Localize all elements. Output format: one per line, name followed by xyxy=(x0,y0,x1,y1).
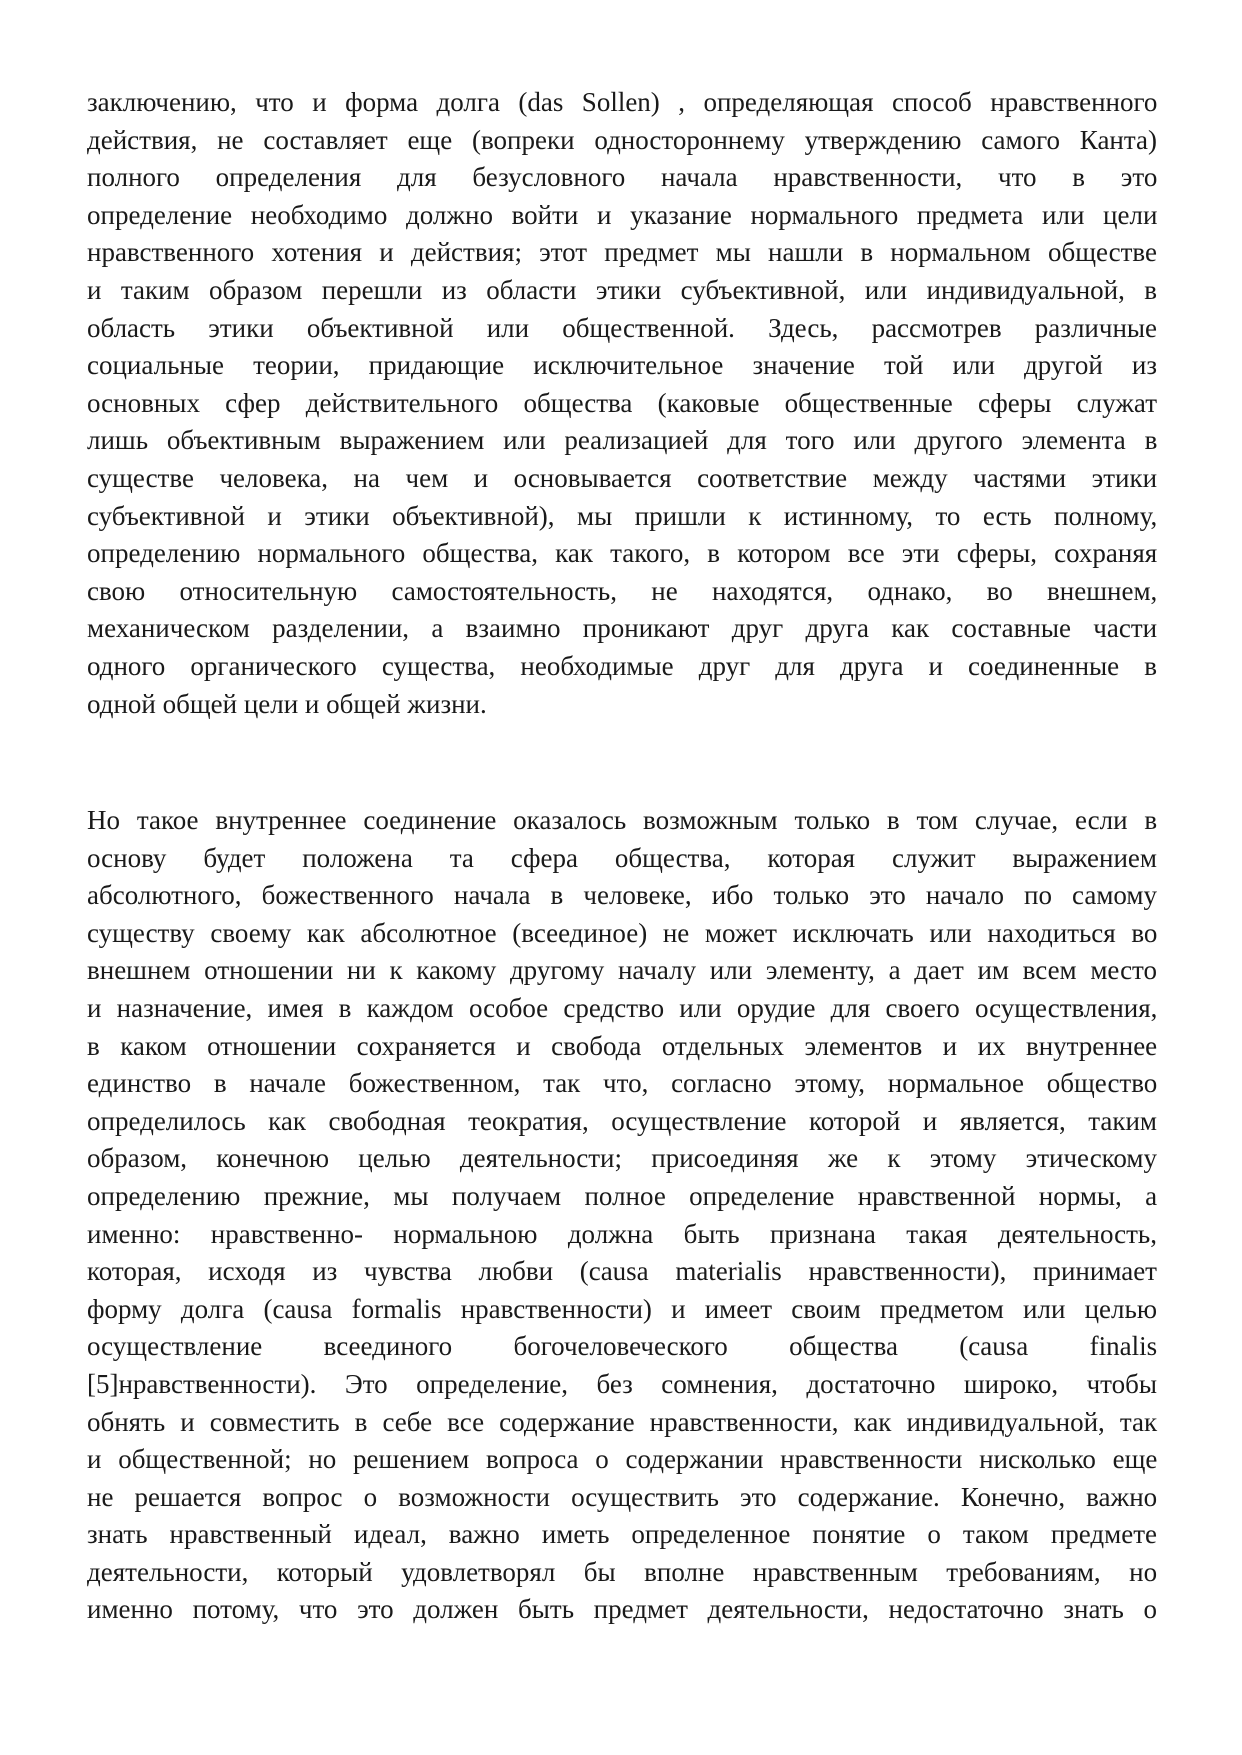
paragraph-line: нравственного хотения и действия; этот предмет мы нашли в нормальном обществе xyxy=(87,237,1157,268)
paragraph-line: одной общей цели и общей жизни. xyxy=(87,688,487,719)
paragraph-line: социальные теории, придающие исключительное значение той или другой из xyxy=(87,350,1158,381)
paragraph-line: внешнем отношении ни к какому другому началу или элементу, а дает им всем место xyxy=(87,955,1157,986)
paragraph-line: обнять и совместить в себе все содержание нравственности, как индивидуальной, так xyxy=(87,1406,1158,1437)
paragraph-line: и общественной; но решением вопроса о содержании нравственности нисколько еще xyxy=(87,1444,1158,1475)
paragraph-line: определению нормального общества, как такого, в котором все эти сферы, сохраняя xyxy=(87,538,1158,569)
paragraph-line: [5]нравственности). Это определение, без сомнения, достаточно широко, чтобы xyxy=(87,1368,1157,1399)
paragraph-line: именно потому, что это должен быть предмет деятельности, недостаточно знать о xyxy=(87,1594,1157,1625)
paragraph-line: и назначение, имея в каждом особое средство или орудие для своего осуществления, xyxy=(87,992,1158,1023)
paragraph-line: деятельности, который удовлетворял бы вполне нравственным требованиям, но xyxy=(87,1556,1158,1587)
paragraph-line: в каком отношении сохраняется и свобода отдельных элементов и их внутреннее xyxy=(87,1030,1158,1061)
paragraph-line: определению прежние, мы получаем полное определение нравственной нормы, а xyxy=(87,1180,1158,1211)
paragraph-line: и таким образом перешли из области этики субъективной, или индивидуальной, в xyxy=(87,274,1157,305)
paragraph-line: существе человека, на чем и основывается соответствие между частями этики xyxy=(87,462,1158,493)
paragraph-line: единство в начале божественном, так что, согласно этому, нормальное общество xyxy=(87,1068,1158,1099)
paragraph-line: которая, исходя из чувства любви (causa materialis нравственности), принимает xyxy=(87,1256,1157,1287)
paragraph-line: осуществление всеединого богочеловеческого общества (causa finalis xyxy=(87,1331,1158,1362)
paragraph-line: Но такое внутреннее соединение оказалось возможным только в том случае, если в xyxy=(87,805,1158,835)
paragraph-line: основу будет положена та сфера общества, которая служит выражением xyxy=(87,842,1157,873)
paragraph-line: область этики объективной или общественной. Здесь, рассмотрев различные xyxy=(87,312,1158,343)
paragraph-1 xyxy=(87,84,1157,723)
paragraph-line: знать нравственный идеал, важно иметь определенное понятие о таком предмете xyxy=(87,1519,1157,1550)
paragraph-2 xyxy=(87,802,1157,1629)
paragraph-line: одного органического существа, необходимые друг для друга и соединенные в xyxy=(87,650,1157,681)
paragraph-line: лишь объективным выражением или реализацией для того или другого элемента в xyxy=(87,425,1158,456)
paragraph-line: именно: нравственно- нормальною должна быть признана такая деятельность, xyxy=(87,1218,1157,1249)
paragraph-line: определилось как свободная теократия, осуществление которой и является, таким xyxy=(87,1105,1157,1136)
paragraph-line: механическом разделении, а взаимно проникают друг друга как составные части xyxy=(87,613,1158,644)
paragraph-line: полного определения для безусловного начала нравственности, что в это xyxy=(87,162,1158,193)
paragraph-line: свою относительную самостоятельность, не находятся, однако, во внешнем, xyxy=(87,575,1158,606)
paragraph-line: действия, не составляет еще (вопреки одностороннему утверждению самого Канта) xyxy=(87,124,1157,155)
paragraph-line: не решается вопрос о возможности осуществить это содержание. Конечно, важно xyxy=(87,1481,1158,1512)
paragraph-line: существу своему как абсолютное (всеединое) не может исключать или находиться во xyxy=(87,917,1158,948)
paragraph-line: определение необходимо должно войти и указание нормального предмета или цели xyxy=(87,199,1158,230)
paragraph-line: основных сфер действительного общества (каковые общественные сферы служат xyxy=(87,387,1157,418)
paragraph-line: заключению, что и форма долга (das Sollen) , определяющая способ нравственного xyxy=(87,87,1158,117)
paragraph-line: форму долга (causa formalis нравственности) и имеет своим предметом или целью xyxy=(87,1293,1157,1324)
paragraph-line: образом, конечною целью деятельности; присоединяя же к этому этическому xyxy=(87,1143,1157,1174)
paragraph-line: абсолютного, божественного начала в человеке, ибо только это начало по самому xyxy=(87,880,1157,911)
paragraph-line: субъективной и этики объективной), мы пришли к истинному, то есть полному, xyxy=(87,500,1158,531)
